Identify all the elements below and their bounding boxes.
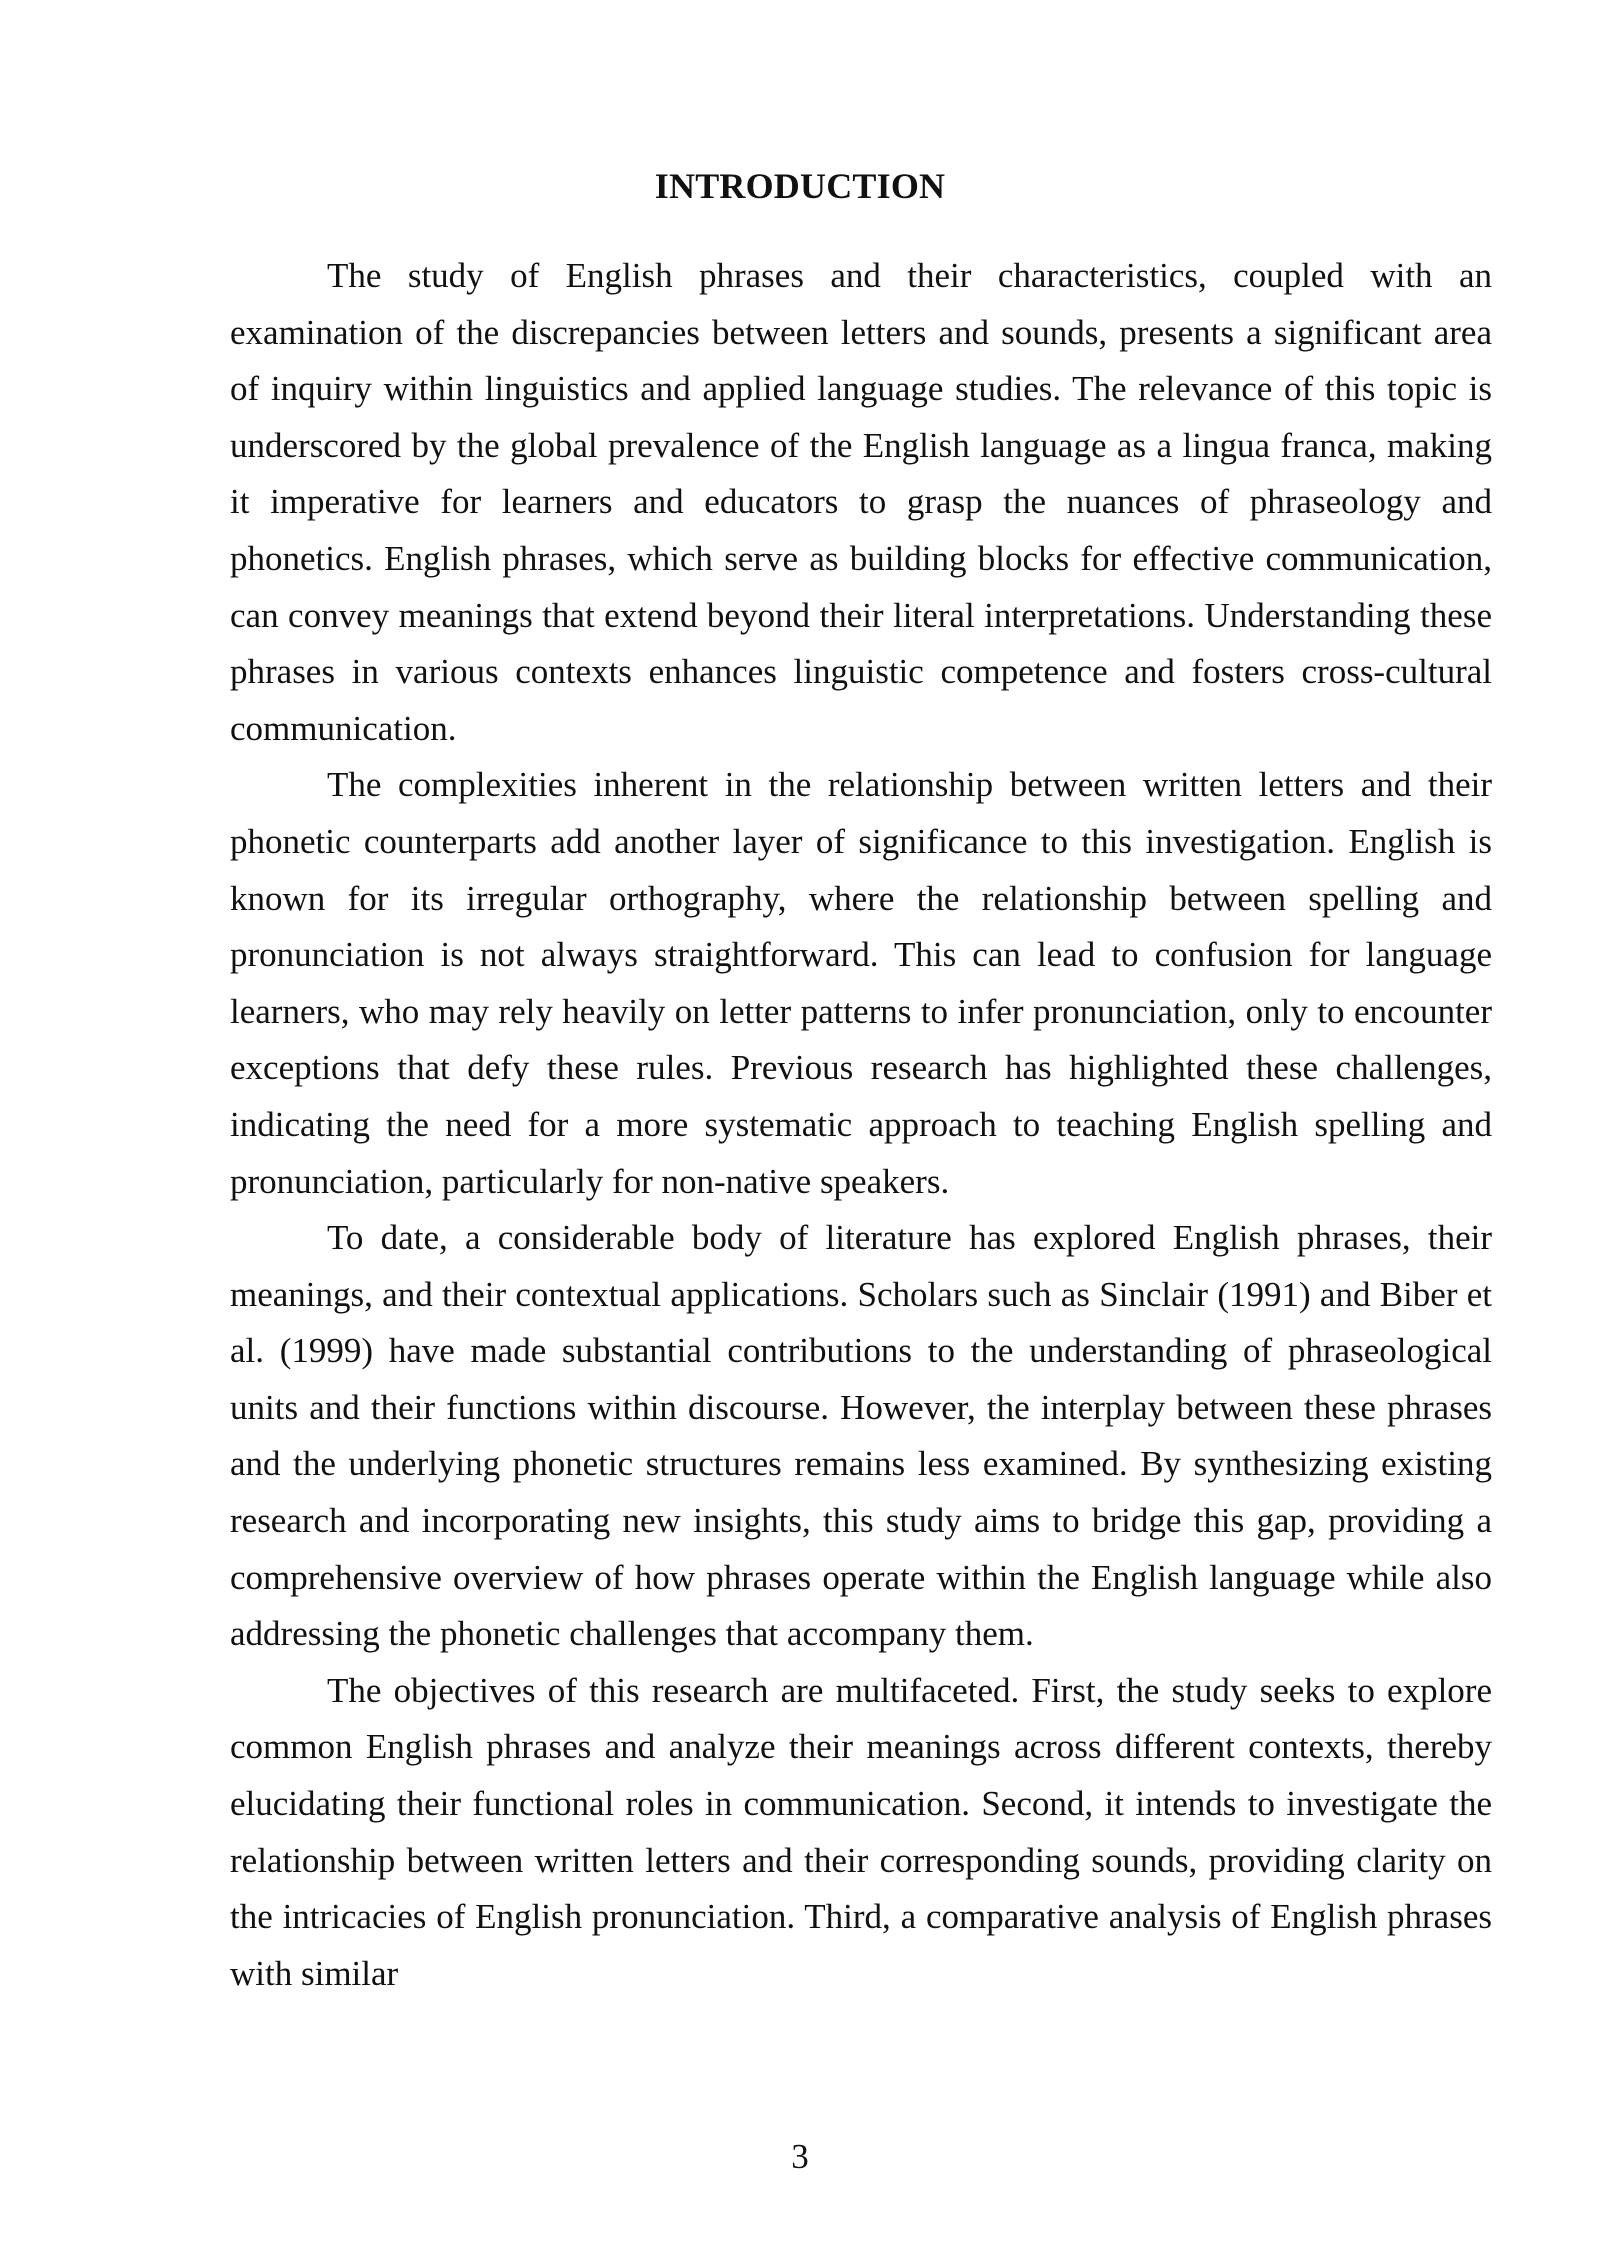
body-text [230,248,1492,2002]
paragraph-1: The study of English phrases and their characteristics, coupled with an examination of the discrepancies between letters and sounds, presents a significant area of inquiry within linguistics and applied language studies. The relevance of this topic is underscored by the global prevalence of the English language as a lingua franca, making it imperative for learners and educators to grasp the nuances of phraseology and phonetics. English phrases, which serve as building blocks for effective communication, can convey meanings that extend beyond their literal interpretations. Understanding these phrases in various contexts enhances linguistic competence and fosters cross-cultural communication. [230,256,1492,748]
page-heading: INTRODUCTION [654,166,946,206]
paragraph-4: The objectives of this research are multifaceted. First, the study seeks to explore common English phrases and analyze their meanings across different contexts, thereby elucidating their functional roles in communication. Second, it intends to investigate the relationship between written letters and their corresponding sounds, providing clarity on the intricacies of English pronunciation. Third, a comparative analysis of English phrases with similar [230,1670,1492,1993]
page-number: 3 [791,2137,809,2176]
paragraph-3: To date, a considerable body of literature has explored English phrases, their meanings, and their contextual applications. Scholars such as Sinclair (1991) and Biber et al. (1999) have made substantial contributions to the understanding of phraseological units and their functions within discourse. However, the interplay between these phrases and the underlying phonetic structures remains less examined. By synthesizing existing research and incorporating new insights, this study aims to bridge this gap, providing a comprehensive overview of how phrases operate within the English language while also addressing the phonetic challenges that accompany them. [230,1218,1492,1654]
paragraph-2: The complexities inherent in the relationship between written letters and their phonetic counterparts add another layer of significance to this investigation. English is known for its irregular orthography, where the relationship between spelling and pronunciation is not always straightforward. This can lead to confusion for language learners, who may rely heavily on letter patterns to infer pronunciation, only to encounter exceptions that defy these rules. Previous research has highlighted these challenges, indicating the need for a more systematic approach to teaching English spelling and pronunciation, particularly for non-native speakers. [230,765,1492,1201]
